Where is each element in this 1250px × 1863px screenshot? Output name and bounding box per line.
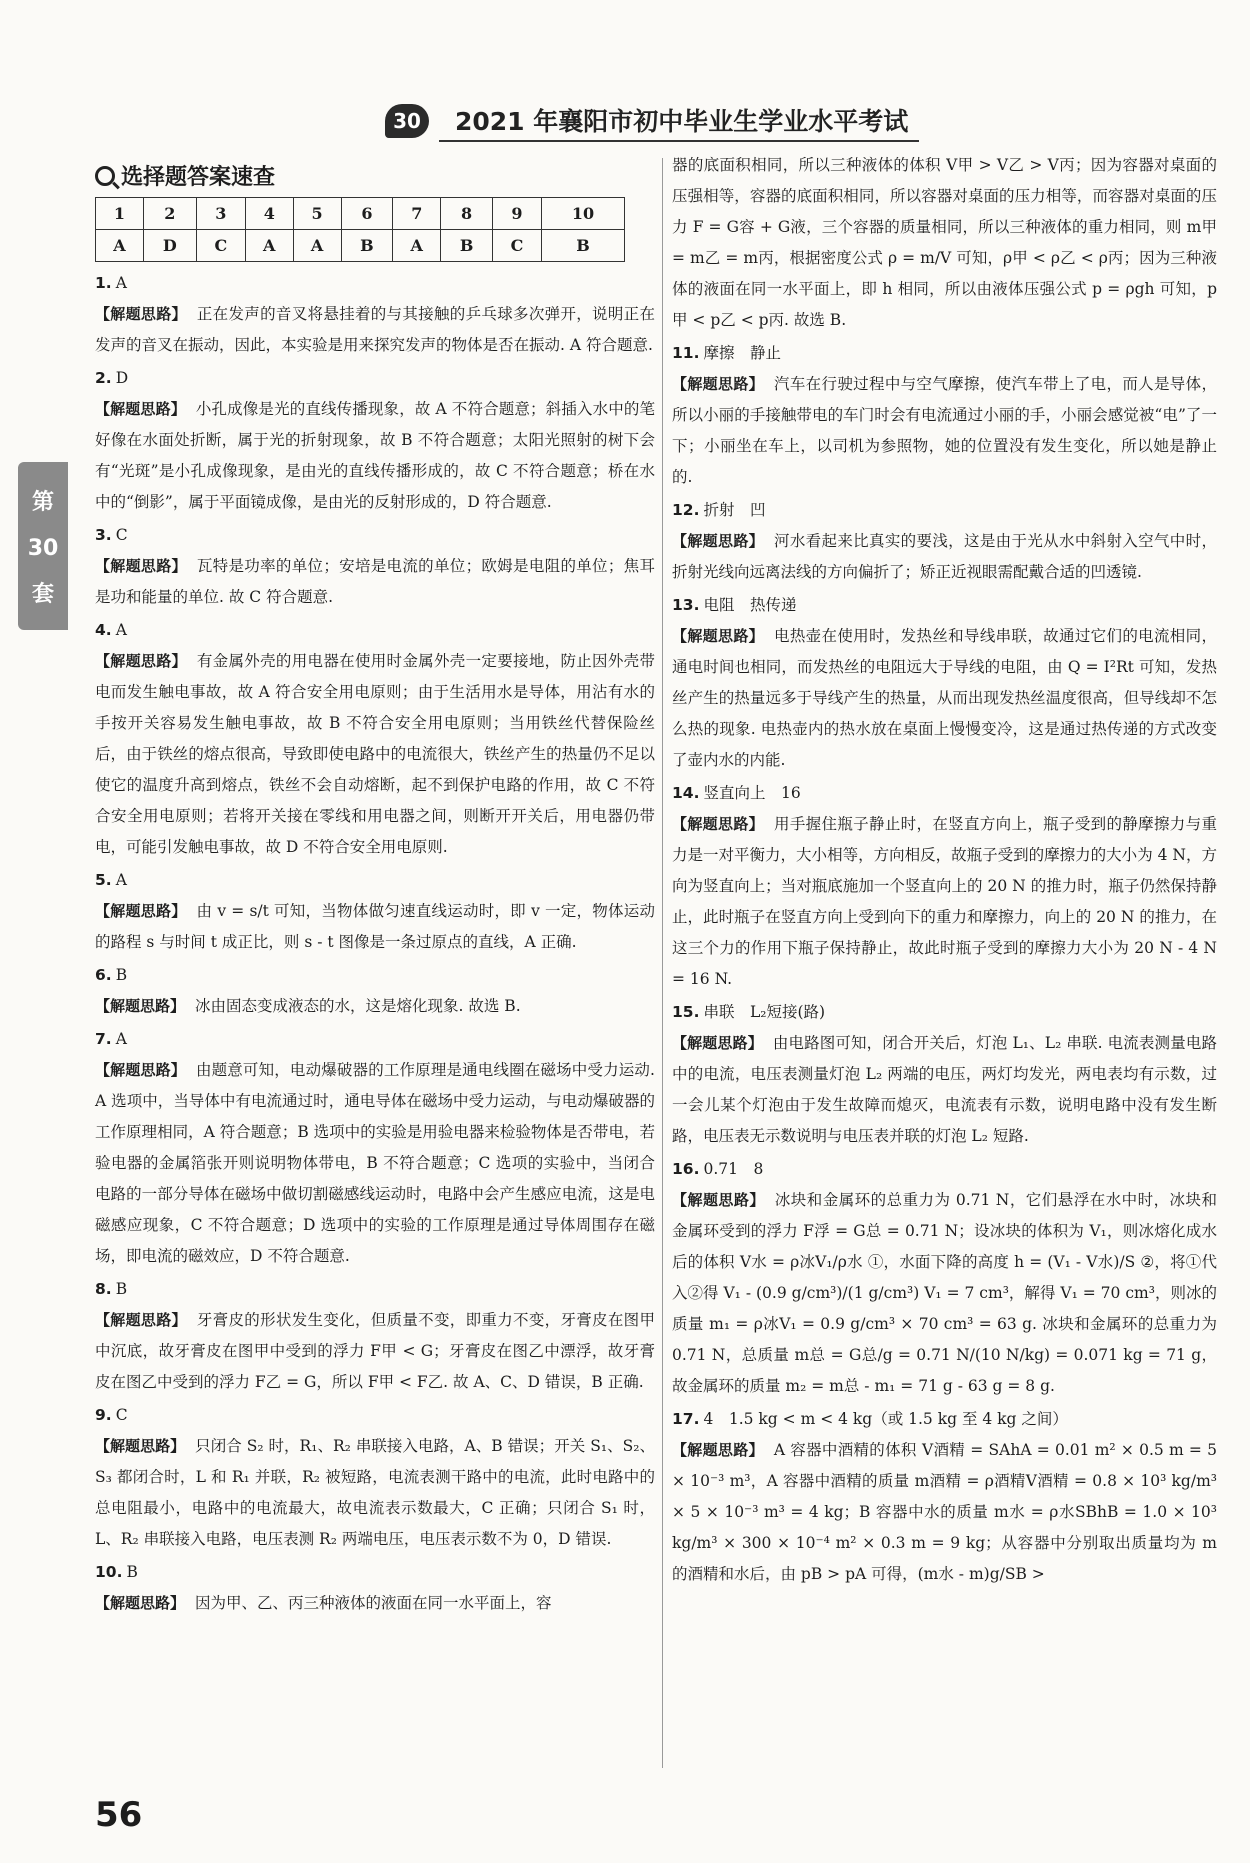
answer-table-answer-cell: D [143, 230, 196, 262]
solution-text [95, 1055, 655, 1272]
answer-line [672, 997, 1217, 1028]
solution-text [672, 526, 1217, 588]
solution-text [95, 646, 655, 863]
solution-tag: 【解题思路】 [95, 400, 186, 418]
solution-body: 正在发声的音叉将悬挂着的与其接触的乒乓球多次弹开，说明正在发声的音叉在振动，因此，本实验是用来探究发声的物体是否在振动. A 符合题意. [95, 305, 655, 354]
solution-item [95, 615, 655, 863]
right-solutions [672, 150, 1217, 1590]
answer-table-number-cell: 4 [245, 198, 293, 230]
answer-line [672, 338, 1217, 369]
solution-tag: 【解题思路】 [95, 902, 187, 920]
answer-table-number-row [96, 198, 625, 230]
answer-value: A [115, 274, 127, 292]
solution-body: 器的底面积相同，所以三种液体的体积 V甲 > V乙 > V丙；因为容器对桌面的压强相等，容器的底面积相同，所以容器对桌面的压力相等，而容器对桌面的压力 F = G容 + G液，三个容器的质量相同，所以三种液体的重力相同，则 m甲 = m乙 = m丙，根据密度公式 ρ = m/V 可知，ρ甲 < ρ乙 < ρ丙；因为三种液体的液面在同一水平面上，即 h 相同，所以由液体压强公式 p = ρgh 可知，p甲 < p乙 < p丙. 故选 B. [672, 156, 1217, 329]
solution-text [95, 551, 655, 613]
page-number: 56 [95, 1795, 143, 1835]
quick-check-title: 选择题答案速查 [121, 165, 276, 190]
question-number: 15. [672, 1003, 700, 1021]
answer-line [672, 1404, 1217, 1435]
answer-table-number-cell: 1 [96, 198, 144, 230]
question-number: 3. [95, 526, 112, 544]
solution-item [672, 338, 1217, 493]
answer-line [95, 268, 655, 299]
set-number-badge: 30 [385, 104, 429, 138]
question-number: 4. [95, 621, 112, 639]
answer-table-answer-cell: A [293, 230, 341, 262]
answer-table-answer-cell: C [196, 230, 245, 262]
solution-item [95, 865, 655, 958]
answer-value: B [115, 966, 128, 984]
solution-tag: 【解题思路】 [95, 652, 187, 670]
answer-table-answer-cell: B [541, 230, 624, 262]
solution-body: 由题意可知，电动爆破器的工作原理是通电线圈在磁场中受力运动. A 选项中，当导体中有电流通过时，通电导体在磁场中受力运动，与电动爆破器的工作原理相同，A 符合题意；B 选项中的实验是用验电器来检验物体是否带电，若验电器的金属箔张开则说明物体带电，B 不符合题意；C 选项的实验中，当闭合电路的一部分导体在磁场中做切割磁感线运动时，电路中会产生感应电流，这是电磁感应现象，C 不符合题意；D 选项中的实验的工作原理是通过导体周围存在磁场，即电流的磁效应，D 不符合题意. [95, 1061, 655, 1265]
solution-body: 牙膏皮的形状发生变化，但质量不变，即重力不变，牙膏皮在图甲中沉底，故牙膏皮在图甲中受到的浮力 F甲 < G；牙膏皮在图乙中漂浮，故牙膏皮在图乙中受到的浮力 F乙 = G，所以 F甲 < F乙. 故 A、C、D 错误，B 正确. [95, 1311, 655, 1391]
question-number: 12. [672, 501, 700, 519]
solution-item [95, 268, 655, 361]
solution-tag: 【解题思路】 [95, 997, 186, 1015]
solution-tag: 【解题思路】 [95, 1437, 186, 1455]
answer-value: C [115, 1406, 128, 1424]
solution-body: 由 v = s/t 可知，当物体做匀速直线运动时，即 v 一定，物体运动的路程 s 与时间 t 成正比，则 s - t 图像是一条过原点的直线，A 正确. [95, 902, 655, 951]
solution-item [95, 1557, 655, 1619]
question-number: 11. [672, 344, 700, 362]
solution-body: 冰由固态变成液态的水，这是熔化现象. 故选 B. [195, 997, 521, 1015]
header-rule [439, 140, 919, 142]
answer-value: A [115, 621, 127, 639]
question-number: 17. [672, 1410, 700, 1428]
answer-value: 竖直向上 16 [703, 784, 801, 802]
answer-table-answer-cell: B [341, 230, 393, 262]
solution-item [95, 960, 655, 1022]
answer-line [95, 960, 655, 991]
solution-tag: 【解题思路】 [672, 815, 764, 833]
solution-body: 汽车在行驶过程中与空气摩擦，使汽车带上了电，而人是导体，所以小丽的手接触带电的车门时会有电流通过小丽的手，小丽会感觉被“电”了一下；小丽坐在车上，以司机为参照物，她的位置没有发生变化，所以她是静止的. [672, 375, 1217, 486]
solution-text [672, 1028, 1217, 1152]
solution-tag: 【解题思路】 [672, 627, 764, 645]
solution-text [672, 150, 1217, 336]
solution-body: 用手握住瓶子静止时，在竖直方向上，瓶子受到的静摩擦力与重力是一对平衡力，大小相等，方向相反，故瓶子受到的摩擦力的大小为 4 N，方向为竖直向上；当对瓶底施加一个竖直向上的 20 N 的推力时，瓶子仍然保持静止，此时瓶子在竖直方向上受到向下的重力和摩擦力，向上的 20 N 的推力，在这三个力的作用下瓶子保持静止，故此时瓶子受到的摩擦力大小为 20 N - 4 N = 16 N. [672, 815, 1217, 988]
answer-table-answer-row [96, 230, 625, 262]
answer-value: C [115, 526, 128, 544]
solution-tag: 【解题思路】 [672, 532, 764, 550]
solution-body: 有金属外壳的用电器在使用时金属外壳一定要接地，防止因外壳带电而发生触电事故，故 A 符合安全用电原则；由于生活用水是导体，用沾有水的手按开关容易发生触电事故，故 B 不符合安全用电原则；当用铁丝代替保险丝后，由于铁丝的熔点很高，导致即使电路中的电流很大，铁丝产生的热量仍不足以使它的温度升高到熔点，铁丝不会自动熔断，起不到保护电路的作用，故 C 不符合安全用电原则；若将开关接在零线和用电器之间，则断开开关后，用电器仍带电，可能引发触电事故，故 D 不符合安全用电原则. [95, 652, 655, 856]
answer-line [95, 1557, 655, 1588]
solution-text [672, 1185, 1217, 1402]
answer-value: B [126, 1563, 138, 1581]
solution-text [95, 896, 655, 958]
solution-tag: 【解题思路】 [95, 1311, 187, 1329]
solution-tag: 【解题思路】 [95, 1594, 186, 1612]
answer-table-answer-cell: A [96, 230, 144, 262]
solution-text [672, 809, 1217, 995]
solution-text [95, 991, 655, 1022]
answer-line [95, 1274, 655, 1305]
solution-body: 冰块和金属环的总重力为 0.71 N，它们悬浮在水中时，冰块和金属环受到的浮力 F浮 = G总 = 0.71 N；设冰块的体积为 V₁，则冰熔化成水后的体积 V水 = ρ冰V₁/ρ水 ①，水面下降的高度 h = (V₁ - V水)/S ②，将①代入②得 V₁ - (0.9 g/cm³)/(1 g/cm³) V₁ = 7 cm³，解得 V₁ = 70 cm³，则冰的质量 m₁ = ρ冰V₁ = 0.9 g/cm³ × 70 cm³ = 63 g. 冰块和金属环的总重力为 0.71 N，总质量 m总 = G总/g = 0.71 N/(10 N/kg) = 0.071 kg = 71 g，故金属环的质量 m₂ = m总 - m₁ = 71 g - 63 g = 8 g. [672, 1191, 1217, 1395]
solution-text [95, 394, 655, 518]
answer-value: 0.71 8 [703, 1160, 764, 1178]
answer-value: 4 1.5 kg < m < 4 kg（或 1.5 kg 至 4 kg 之间） [703, 1410, 1068, 1428]
question-number: 6. [95, 966, 112, 984]
solution-text [95, 299, 655, 361]
answer-value: 折射 凹 [703, 501, 766, 519]
exam-title: 2021 年襄阳市初中毕业生学业水平考试 [455, 107, 909, 136]
solution-tag: 【解题思路】 [95, 557, 187, 575]
quick-check-heading [95, 160, 655, 191]
solution-tag: 【解题思路】 [672, 1034, 763, 1052]
answer-value: 串联 L₂短接(路) [703, 1003, 826, 1021]
solution-item [95, 520, 655, 613]
question-number: 7. [95, 1030, 112, 1048]
answer-value: 摩擦 静止 [703, 344, 781, 362]
solution-item [95, 1024, 655, 1272]
answer-table-number-cell: 9 [493, 198, 542, 230]
question-number: 1. [95, 274, 112, 292]
question-number: 13. [672, 596, 700, 614]
answer-table-answer-cell: A [393, 230, 441, 262]
solution-item [672, 1404, 1217, 1590]
solution-tag: 【解题思路】 [672, 1191, 765, 1209]
solution-item [95, 363, 655, 518]
answer-line [672, 495, 1217, 526]
solution-text [672, 1435, 1217, 1590]
left-column [95, 160, 655, 1621]
solution-body: 小孔成像是光的直线传播现象，故 A 不符合题意；斜插入水中的笔好像在水面处折断，属于光的折射现象，故 B 不符合题意；太阳光照射的树下会有“光斑”是小孔成像现象，是由光的直线传播形成的，故 C 不符合题意；桥在水中的“倒影”，属于平面镜成像，是由光的反射形成的，D 符合题意. [95, 400, 655, 511]
answer-line [95, 865, 655, 896]
solution-body: 只闭合 S₂ 时，R₁、R₂ 串联接入电路，A、B 错误；开关 S₁、S₂、S₃ 都闭合时，L 和 R₁ 并联，R₂ 被短路，电流表测干路中的电流，此时电路中的总电阻最小，电路中的电流最大，故电流表示数最大，C 正确；只闭合 S₁ 时，L、R₂ 串联接入电路，电压表测 R₂ 两端电压，电压表示数不为 0，D 错误. [95, 1437, 655, 1548]
solution-body: 瓦特是功率的单位；安培是电流的单位；欧姆是电阻的单位；焦耳是功和能量的单位. 故 C 符合题意. [95, 557, 655, 606]
answer-table-number-cell: 3 [196, 198, 245, 230]
solution-text [95, 1305, 655, 1398]
answer-table-number-cell: 2 [143, 198, 196, 230]
solution-item [672, 997, 1217, 1152]
solution-tag: 【解题思路】 [95, 1061, 186, 1079]
solution-item [672, 778, 1217, 995]
answer-table [95, 197, 625, 262]
solution-body: 河水看起来比真实的要浅，这是由于光从水中斜射入空气中时，折射光线向远离法线的方向偏折了；矫正近视眼需配戴合适的凹透镜. [672, 532, 1217, 581]
solution-tag: 【解题思路】 [672, 1441, 764, 1459]
answer-line [95, 520, 655, 551]
question-number: 2. [95, 369, 112, 387]
solution-item [672, 1154, 1217, 1402]
solution-text [95, 1588, 655, 1619]
question-number: 10. [95, 1563, 123, 1581]
right-column [672, 150, 1217, 1592]
solution-tag: 【解题思路】 [95, 305, 187, 323]
left-solutions [95, 268, 655, 1619]
solution-item [95, 1400, 655, 1555]
solution-item [672, 495, 1217, 588]
side-tab-line2: 30 [27, 536, 59, 561]
solution-item [672, 590, 1217, 776]
answer-table-answer-cell: C [493, 230, 542, 262]
solution-tag: 【解题思路】 [672, 375, 764, 393]
answer-line [95, 1400, 655, 1431]
page-header [385, 100, 925, 140]
answer-table-number-cell: 5 [293, 198, 341, 230]
answer-value: B [115, 1280, 128, 1298]
answer-line [672, 778, 1217, 809]
question-number: 8. [95, 1280, 112, 1298]
answer-table-answer-cell: A [245, 230, 293, 262]
column-divider [662, 158, 663, 1768]
answer-line [672, 590, 1217, 621]
answer-value: D [115, 369, 129, 387]
answer-line [95, 1024, 655, 1055]
question-number: 9. [95, 1406, 112, 1424]
solution-text [672, 369, 1217, 493]
magnifier-icon [95, 166, 115, 186]
answer-table-number-cell: 8 [441, 198, 493, 230]
answer-table-number-cell: 6 [341, 198, 393, 230]
side-tab-line1: 第 [31, 490, 54, 515]
answer-line [672, 1154, 1217, 1185]
answer-table-answer-cell: B [441, 230, 493, 262]
side-tab-line3: 套 [31, 582, 54, 607]
answer-value: A [115, 871, 127, 889]
solution-body: 由电路图可知，闭合开关后，灯泡 L₁、L₂ 串联. 电流表测量电路中的电流，电压表测量灯泡 L₂ 两端的电压，两灯均发光，两电表均有示数，过一会儿某个灯泡由于发生故障而熄灭，电流表有示数，说明电路中没有发生断路，电压表无示数说明与电压表并联的灯泡 L₂ 短路. [672, 1034, 1217, 1145]
answer-table-number-cell: 7 [393, 198, 441, 230]
answer-line [95, 363, 655, 394]
solution-item [672, 150, 1217, 336]
answer-line [95, 615, 655, 646]
answer-value: 电阻 热传递 [703, 596, 797, 614]
solution-item [95, 1274, 655, 1398]
solution-text [95, 1431, 655, 1555]
solution-body: 电热壶在使用时，发热丝和导线串联，故通过它们的电流相同，通电时间也相同，而发热丝的电阻远大于导线的电阻，由 Q = I²Rt 可知，发热丝产生的热量远多于导线产生的热量，从而出现发热丝温度很高，但导线却不怎么热的现象. 电热壶内的热水放在桌面上慢慢变冷，这是通过热传递的方式改变了壶内水的内能. [672, 627, 1217, 769]
answer-value: A [115, 1030, 127, 1048]
solution-text [672, 621, 1217, 776]
question-number: 14. [672, 784, 700, 802]
answer-table-number-cell: 10 [541, 198, 624, 230]
question-number: 5. [95, 871, 112, 889]
question-number: 16. [672, 1160, 700, 1178]
solution-body: 因为甲、乙、丙三种液体的液面在同一水平面上，容 [195, 1594, 552, 1612]
set-side-tab [18, 462, 68, 630]
solution-body: A 容器中酒精的体积 V酒精 = SAhA = 0.01 m² × 0.5 m = 5 × 10⁻³ m³，A 容器中酒精的质量 m酒精 = ρ酒精V酒精 = 0.8 × 10³ kg/m³ × 5 × 10⁻³ m³ = 4 kg；B 容器中水的质量 m水 = ρ水SBhB = 1.0 × 10³ kg/m³ × 300 × 10⁻⁴ m² × 0.3 m = 9 kg；从容器中分别取出质量均为 m 的酒精和水后，由 pB > pA 可得，(m水 - m)g/SB > [672, 1441, 1217, 1583]
